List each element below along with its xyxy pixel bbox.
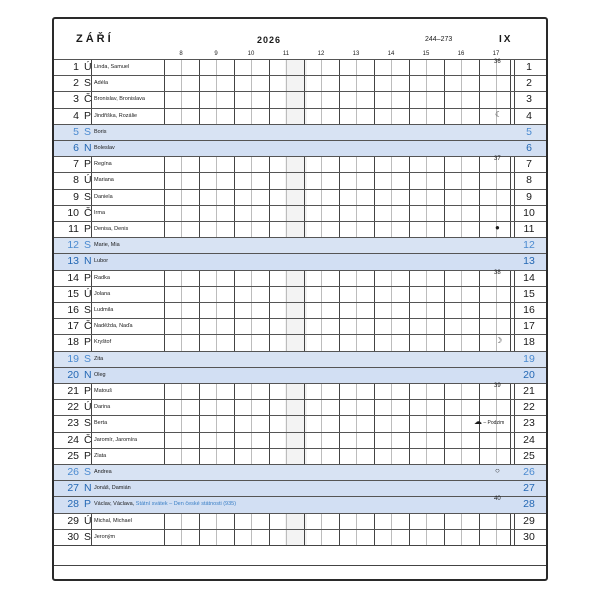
day-number-right: 29 bbox=[523, 514, 535, 527]
day-number-right: 20 bbox=[523, 368, 535, 381]
weekday-abbr: S bbox=[84, 125, 92, 138]
day-number: 16 bbox=[67, 304, 79, 316]
day-row[interactable] bbox=[54, 91, 546, 107]
weekday-abbr: P bbox=[84, 449, 92, 462]
day-row[interactable] bbox=[54, 513, 546, 529]
name-day: Jonáš, Damián bbox=[94, 485, 131, 492]
day-row[interactable] bbox=[54, 286, 546, 302]
moon-phase-icon: ☾ bbox=[495, 109, 503, 119]
name-day: Darina bbox=[94, 404, 111, 411]
weekday-abbr: P bbox=[84, 385, 92, 397]
weekday-abbr: N bbox=[84, 368, 92, 381]
name-day: Bronislav, Bronislava bbox=[94, 96, 145, 103]
name-day: Zlata bbox=[94, 452, 107, 459]
day-row[interactable] bbox=[54, 59, 546, 75]
day-row[interactable] bbox=[54, 270, 546, 286]
name-day: Marie, Mia bbox=[94, 242, 120, 249]
day-number: 17 bbox=[67, 320, 79, 333]
day-row[interactable] bbox=[54, 318, 546, 334]
day-number: 19 bbox=[67, 352, 79, 365]
day-number-right: 6 bbox=[526, 142, 532, 154]
day-number-right: 11 bbox=[523, 223, 535, 235]
day-number: 15 bbox=[67, 287, 79, 300]
name-day: Regína bbox=[94, 161, 112, 168]
day-number: 21 bbox=[67, 385, 79, 397]
name-day: Jolana bbox=[94, 290, 111, 297]
name-day: Berta bbox=[94, 420, 108, 427]
weekday-abbr: P bbox=[84, 158, 92, 171]
day-row[interactable] bbox=[54, 302, 546, 318]
weekday-abbr: P bbox=[84, 336, 92, 349]
day-number-right: 18 bbox=[523, 336, 535, 349]
day-number: 11 bbox=[68, 223, 79, 235]
day-number-right: 16 bbox=[523, 304, 535, 316]
day-row[interactable] bbox=[54, 399, 546, 415]
name-day: Lubor bbox=[94, 258, 109, 265]
day-row[interactable] bbox=[54, 253, 546, 269]
day-number-right: 22 bbox=[523, 401, 535, 414]
name-day: Michal, Michael bbox=[94, 517, 132, 524]
name-day: Matouš bbox=[94, 388, 113, 394]
weekday-abbr: P bbox=[84, 498, 92, 511]
name-day: Oleg bbox=[94, 371, 106, 378]
name-day: Denisa, Denis bbox=[94, 226, 129, 232]
day-number: 7 bbox=[73, 158, 79, 171]
weekday-abbr: Ú bbox=[84, 61, 92, 73]
day-row[interactable] bbox=[54, 334, 546, 350]
day-number: 29 bbox=[67, 514, 79, 527]
name-day: Boleslav bbox=[94, 145, 115, 151]
day-row[interactable] bbox=[54, 529, 546, 545]
name-day: Naděžda, Naďa bbox=[94, 323, 133, 330]
day-number-right: 7 bbox=[526, 158, 532, 171]
day-number: 5 bbox=[73, 125, 79, 138]
week-number: 37 bbox=[494, 156, 501, 163]
day-number-right: 1 bbox=[526, 61, 532, 73]
day-number: 28 bbox=[67, 498, 79, 511]
day-number: 23 bbox=[67, 417, 79, 430]
day-number-right: 12 bbox=[523, 239, 535, 252]
day-number: 18 bbox=[67, 336, 79, 349]
day-number: 13 bbox=[67, 255, 79, 268]
day-number-right: 27 bbox=[523, 482, 535, 495]
name-day: Daniela bbox=[94, 193, 113, 200]
day-row[interactable] bbox=[54, 140, 546, 156]
week-number: 38 bbox=[494, 269, 501, 276]
footer-divider bbox=[54, 545, 546, 546]
day-row[interactable] bbox=[54, 237, 546, 253]
week-number: 36 bbox=[494, 59, 501, 65]
hour-label: 8 bbox=[179, 51, 183, 57]
day-number-right: 14 bbox=[523, 271, 535, 284]
hour-label: 17 bbox=[492, 51, 500, 57]
weekday-abbr: N bbox=[84, 142, 92, 154]
day-row[interactable] bbox=[54, 156, 546, 172]
day-row[interactable] bbox=[54, 108, 546, 124]
day-number-right: 21 bbox=[523, 385, 535, 397]
day-number-right: 3 bbox=[526, 93, 532, 106]
name-day: Boris bbox=[94, 128, 107, 135]
day-row[interactable] bbox=[54, 75, 546, 91]
name-day: Adéla bbox=[94, 80, 109, 87]
day-number-right: 28 bbox=[523, 498, 535, 511]
day-row[interactable] bbox=[54, 464, 546, 480]
name-day: Kryštof bbox=[94, 339, 112, 346]
day-row[interactable] bbox=[54, 124, 546, 140]
name-day: Radka bbox=[94, 274, 110, 281]
day-row[interactable] bbox=[54, 351, 546, 367]
weekday-abbr: S bbox=[84, 239, 92, 252]
day-number: 2 bbox=[73, 77, 79, 90]
day-row[interactable] bbox=[54, 432, 546, 448]
day-number: 8 bbox=[73, 174, 79, 187]
roman-month-label: IX bbox=[499, 34, 513, 45]
day-number-right: 25 bbox=[523, 449, 535, 462]
day-number: 22 bbox=[67, 401, 79, 414]
weekday-abbr: Č bbox=[84, 93, 92, 106]
day-row[interactable] bbox=[54, 367, 546, 383]
page-header bbox=[54, 19, 546, 59]
hour-label: 11 bbox=[282, 51, 290, 57]
weekday-abbr: S bbox=[84, 304, 92, 316]
hour-label: 16 bbox=[457, 51, 465, 57]
month-title: ZÁŘÍ bbox=[76, 33, 114, 45]
weekday-abbr: S bbox=[84, 417, 92, 430]
name-day: Andrea bbox=[94, 469, 112, 475]
hour-label: 15 bbox=[422, 51, 430, 57]
name-day: Jindřiška, Rozálie bbox=[94, 112, 138, 119]
day-row[interactable] bbox=[54, 205, 546, 221]
weekday-abbr: P bbox=[84, 223, 92, 235]
day-number-right: 24 bbox=[523, 433, 535, 446]
moon-phase-icon: ○ bbox=[495, 466, 500, 475]
hour-label: 9 bbox=[214, 51, 218, 57]
hour-label: 14 bbox=[387, 51, 395, 57]
day-number: 10 bbox=[67, 206, 79, 219]
footer-divider bbox=[54, 565, 546, 566]
weekday-abbr: Č bbox=[84, 433, 92, 446]
holiday-note: Státní svátek – Den české státnosti (935) bbox=[134, 501, 237, 508]
name-day: Linda, Samuel bbox=[94, 64, 130, 70]
weekday-abbr: S bbox=[84, 530, 92, 543]
day-row[interactable] bbox=[54, 172, 546, 188]
name-day: Ludmila bbox=[94, 307, 114, 313]
day-number: 3 bbox=[73, 93, 79, 106]
day-number-right: 23 bbox=[523, 417, 535, 430]
weekday-abbr: Ú bbox=[84, 401, 92, 414]
day-number-right: 13 bbox=[523, 255, 535, 268]
day-row[interactable] bbox=[54, 496, 546, 512]
day-number-right: 10 bbox=[523, 206, 535, 219]
weekday-abbr: S bbox=[84, 190, 92, 203]
day-row[interactable] bbox=[54, 480, 546, 496]
day-number-right: 5 bbox=[526, 125, 532, 138]
day-number: 26 bbox=[67, 466, 79, 478]
day-number-right: 19 bbox=[523, 352, 535, 365]
day-number-right: 17 bbox=[523, 320, 535, 333]
name-day: Jeroným bbox=[94, 533, 116, 540]
day-number: 4 bbox=[73, 109, 79, 122]
day-row[interactable] bbox=[54, 221, 546, 237]
planner-page bbox=[52, 17, 548, 581]
weekday-abbr: S bbox=[84, 77, 92, 90]
name-day: Jaromír, Jaromíra bbox=[94, 436, 138, 443]
day-number-right: 2 bbox=[526, 77, 532, 90]
season-label: – Podzim bbox=[482, 420, 505, 427]
day-row[interactable] bbox=[54, 189, 546, 205]
year-label: 2026 bbox=[257, 35, 282, 45]
day-number: 30 bbox=[67, 530, 79, 543]
day-number-right: 15 bbox=[523, 287, 535, 300]
day-row[interactable] bbox=[54, 383, 546, 399]
weekday-abbr: S bbox=[84, 352, 92, 365]
day-number: 9 bbox=[73, 190, 79, 203]
weekday-abbr: P bbox=[84, 109, 92, 122]
day-number: 14 bbox=[67, 271, 79, 284]
day-number: 20 bbox=[67, 368, 79, 381]
week-number: 39 bbox=[494, 383, 501, 389]
day-number: 25 bbox=[67, 449, 79, 462]
day-number-right: 9 bbox=[526, 190, 532, 203]
day-range-label: 244–273 bbox=[425, 36, 453, 43]
day-number: 24 bbox=[67, 433, 79, 446]
moon-phase-icon: ☽ bbox=[495, 336, 503, 346]
weekday-abbr: Ú bbox=[84, 287, 92, 300]
weekday-abbr: P bbox=[84, 271, 92, 284]
hour-label: 10 bbox=[247, 51, 255, 57]
weekday-abbr: N bbox=[84, 255, 92, 268]
weekday-abbr: Č bbox=[84, 320, 92, 333]
weekday-abbr: S bbox=[84, 466, 92, 478]
day-number: 27 bbox=[67, 482, 79, 495]
day-number: 1 bbox=[73, 61, 79, 73]
day-number-right: 8 bbox=[526, 174, 532, 187]
hour-label: 13 bbox=[352, 51, 360, 57]
week-number: 40 bbox=[494, 496, 501, 503]
day-row[interactable] bbox=[54, 415, 546, 431]
weekday-abbr: Č bbox=[84, 206, 92, 219]
weekday-abbr: N bbox=[84, 482, 92, 495]
name-day: Irma bbox=[94, 209, 105, 216]
name-day: Mariana bbox=[94, 177, 114, 184]
name-day: Václav, Václava, Státní svátek – Den české státnosti (935) bbox=[94, 501, 237, 508]
day-number-right: 30 bbox=[523, 530, 535, 543]
weekday-abbr: Ú bbox=[84, 514, 92, 527]
day-row[interactable] bbox=[54, 448, 546, 464]
day-number: 6 bbox=[73, 142, 79, 154]
day-number-right: 4 bbox=[526, 109, 532, 122]
day-number: 12 bbox=[67, 239, 79, 252]
weekday-abbr: Ú bbox=[84, 174, 92, 187]
hour-label: 12 bbox=[317, 51, 325, 57]
name-day: Zita bbox=[94, 355, 104, 362]
moon-phase-icon: ● bbox=[495, 223, 500, 232]
moon-phase-icon: ☁ – Podzim bbox=[474, 417, 505, 427]
day-number-right: 26 bbox=[523, 466, 535, 478]
